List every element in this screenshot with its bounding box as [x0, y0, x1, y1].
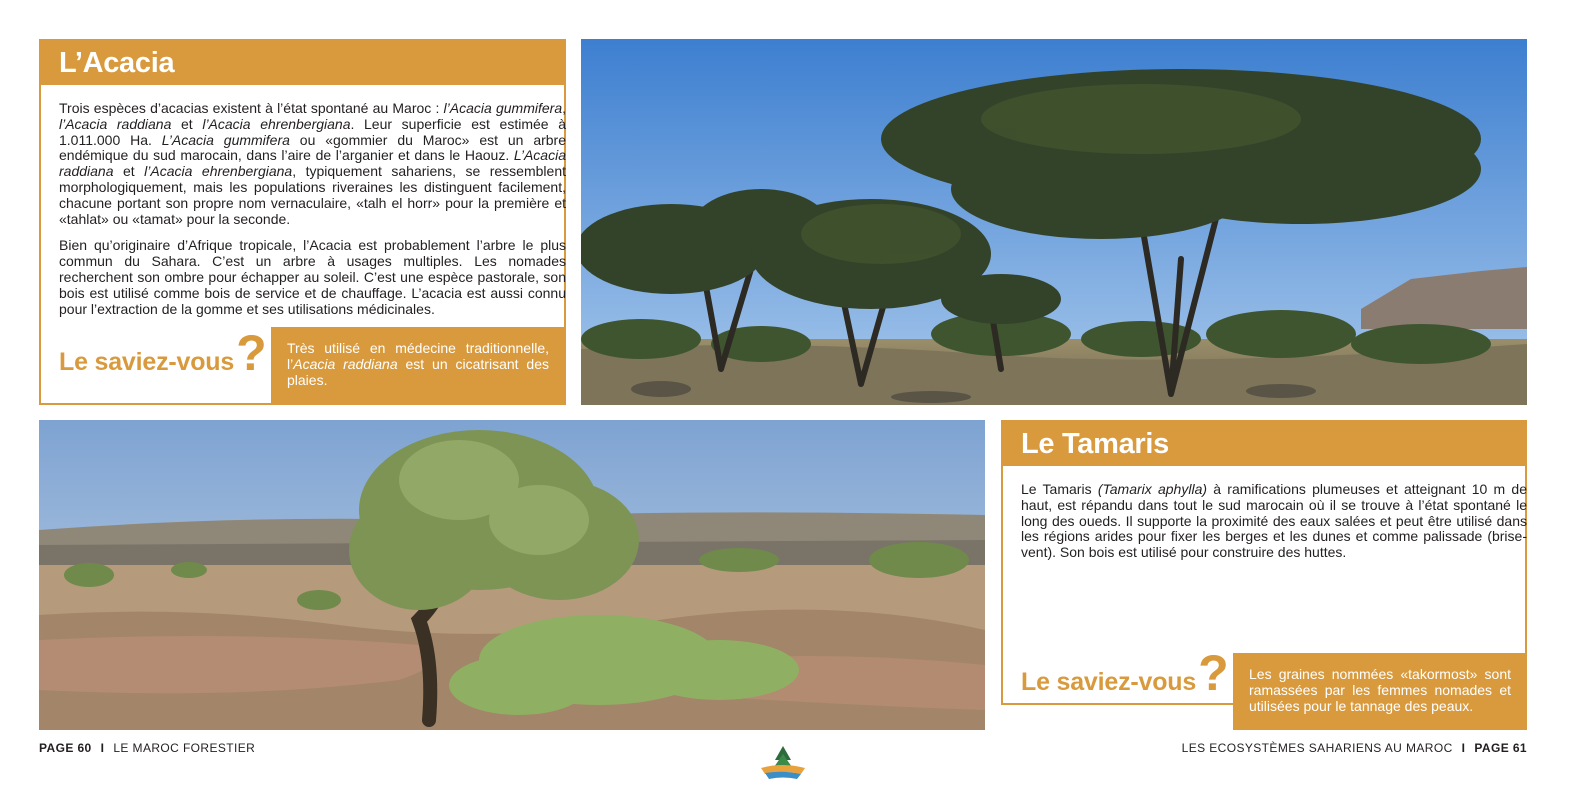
acacia-did-you-know-label	[59, 324, 266, 382]
section-title-left: LE MAROC FORESTIER	[113, 741, 256, 755]
tamaris-title: Le Tamaris	[1003, 422, 1525, 466]
tamaris-paragraph: Le Tamaris (Tamarix aphylla) à ramifications plumeuses et atteignant 10 m de haut, est répandu dans tout le sud marocain où il se trouve à l’état spontané le long des oueds. Il supporte la proximité des eaux salées et peut être utilisé dans les régions arides pour fixer les berges et les dunes et comme palissade (brise-vent). Son bois est utilisé pour construire des huttes.	[1021, 481, 1528, 561]
page-number-left: PAGE 60	[39, 741, 92, 755]
tamaris-text	[1021, 482, 1527, 572]
footer-right	[1182, 741, 1527, 755]
section-title-right: LES ECOSYSTÈMES SAHARIENS AU MAROC	[1181, 741, 1453, 755]
acacia-paragraph-2: Bien qu’originaire d’Afrique tropicale, l’Acacia est probablement l’arbre le plus commun du Sahara. C’est un arbre à usages multiples. Les nomades recherchent son ombre pour échapper au soleil. C’est une espèce pastorale, son bois est utilisé comme bois de service et de chauffage. L’acacia est aussi connu pour l’extraction de la gomme et ses utilisations médicinales.	[59, 237, 566, 317]
acacia-callout: Très utilisé en médecine traditionnelle, l’Acacia raddiana est un cicatrisant des plaies.	[271, 327, 565, 405]
footer-separator: I	[100, 741, 105, 755]
tamaris-oued-photo	[39, 420, 985, 730]
publisher-logo	[757, 744, 809, 780]
acacia-title: L’Acacia	[41, 41, 564, 85]
tamaris-callout: Les graines nommées «takormost» sont ramassées par les femmes nomades et utilisées pour le tannage des peaux.	[1233, 653, 1527, 730]
tamaris-did-you-know-label	[1021, 644, 1228, 702]
acacia-paragraph-1: Trois espèces d’acacias existent à l’état spontané au Maroc : l’Acacia gummifera, l’Acacia raddiana et l’Acacia ehrenbergiana. Leur superficie est estimée à 1.011.000 Ha. L’Acacia gummifera ou «gommier du Maroc» est un arbre endémique du sud marocain, dans l’aire de l’arganier et dans le Haouz. L’Acacia raddiana et l’Acacia ehrenbergiana, typiquement sahariens, se ressemblent morphologiquement, mais les populations riveraines les distinguent facilement, chacune portant son propre nom vernaculaire, «talh el horr» pour la première et «tahlat» ou «tamat» pour la seconde.	[59, 100, 566, 227]
page-number-right: PAGE 61	[1474, 741, 1527, 755]
question-mark-icon: ?	[1198, 645, 1229, 701]
footer-left	[39, 741, 255, 755]
question-mark-icon: ?	[236, 325, 267, 381]
footer-separator: I	[1461, 741, 1466, 755]
acacia-savanna-photo	[581, 39, 1527, 405]
acacia-text	[59, 101, 566, 328]
did-you-know-text: Le saviez-vous	[59, 348, 235, 376]
did-you-know-text: Le saviez-vous	[1021, 668, 1197, 696]
tree-logo-icon	[757, 744, 809, 780]
